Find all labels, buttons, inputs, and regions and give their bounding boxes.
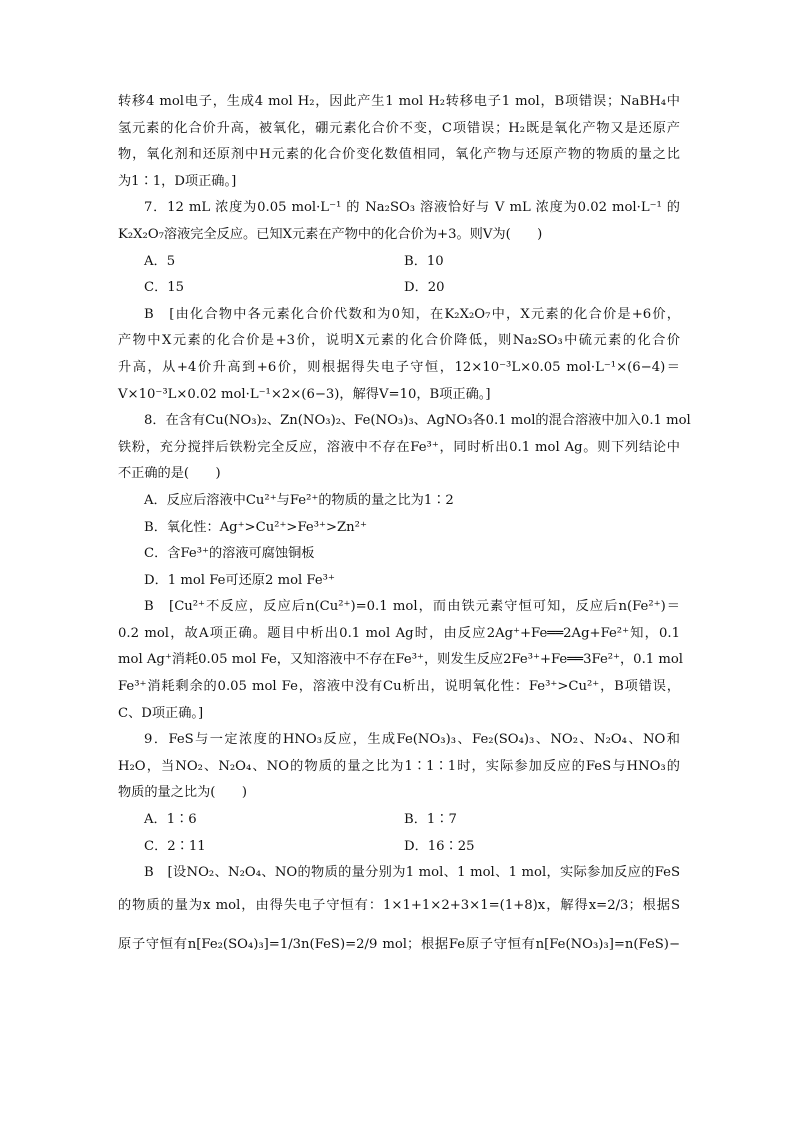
question-8-answer: 0.2 mol，故A项正确。题目中析出0.1 mol Ag时，由反应2Ag⁺+Fe══2Ag+Fe²⁺知，0.1 bbox=[118, 625, 680, 641]
question-7-stem: K₂X₂O₇溶液完全反应。已知X元素在产物中的化合价为+3。则V为( ) bbox=[118, 226, 543, 242]
question-8-stem: 不正确的是( ) bbox=[118, 466, 221, 482]
option-c: C．含Fe³⁺的溶液可腐蚀铜板 bbox=[144, 546, 315, 562]
option-a: A．反应后溶液中Cu²⁺与Fe²⁺的物质的量之比为1∶2 bbox=[144, 492, 454, 508]
question-9-answer: 原子守恒有n[Fe₂(SO₄)₃]=1/3n(FeS)=2/9 mol；根据Fe原子守恒有n[Fe(NO₃)₃]=n(FeS)− bbox=[118, 937, 680, 953]
question-7-options-row bbox=[118, 253, 680, 270]
question-8-answer: mol Ag⁺消耗0.05 mol Fe，又知溶液中不存在Fe³⁺，则发生反应2Fe³⁺+Fe══3Fe²⁺，0.1 mol bbox=[118, 652, 684, 668]
question-8-stem: 8．在含有Cu(NO₃)₂、Zn(NO₃)₂、Fe(NO₃)₃、AgNO₃各0.1 mol的混合溶液中加入0.1 mol bbox=[144, 413, 691, 429]
option-b: B．氧化性：Ag⁺>Cu²⁺>Fe³⁺>Zn²⁺ bbox=[144, 519, 367, 535]
text-line: 为1∶1，D项正确。] bbox=[118, 173, 237, 189]
question-7-answer: 升高，从+4价升高到+6价，则根据得失电子守恒，12×10⁻³L×0.05 mol·L⁻¹×(6−4)＝ bbox=[118, 359, 680, 375]
option-a: A．1∶6 bbox=[144, 812, 197, 828]
question-7-answer: V×10⁻³L×0.02 mol·L⁻¹×2×(6−3)，解得V=10，B项正确。] bbox=[118, 386, 491, 402]
question-9-stem: 物质的量之比为( ) bbox=[118, 785, 247, 801]
text-line: 氢元素的化合价升高，被氧化，硼元素化合价不变，C项错误；H₂既是氧化产物又是还原产 bbox=[118, 120, 680, 136]
question-7-stem: 7．12 mL 浓度为0.05 mol·L⁻¹ 的 Na₂SO₃ 溶液恰好与 V mL 浓度为0.02 mol·L⁻¹ 的 bbox=[144, 200, 680, 216]
option-d: D．20 bbox=[404, 280, 445, 296]
question-9-answer: B [设NO₂、N₂O₄、NO的物质的量分别为1 mol、1 mol、1 mol，实际参加反应的FeS bbox=[144, 865, 680, 881]
option-b: B．1∶7 bbox=[404, 812, 457, 828]
question-8-answer: C、D项正确。] bbox=[118, 705, 204, 721]
option-c: C．2∶11 bbox=[144, 838, 206, 854]
question-9-options-row bbox=[118, 838, 680, 855]
question-9-stem: H₂O，当NO₂、N₂O₄、NO的物质的量之比为1∶1∶1时，实际参加反应的FeS与HNO₃的 bbox=[118, 758, 680, 774]
question-7-answer: 产物中X元素的化合价是+3价，说明X元素的化合价降低，则Na₂SO₃中硫元素的化合价 bbox=[118, 333, 680, 349]
question-9-options-row bbox=[118, 811, 680, 828]
option-c: C．15 bbox=[144, 280, 185, 296]
question-8-stem: 铁粉，充分搅拌后铁粉完全反应，溶液中不存在Fe³⁺，同时析出0.1 mol Ag。则下列结论中 bbox=[118, 439, 680, 455]
option-d: D．16∶25 bbox=[404, 838, 475, 854]
question-9-answer: 的物质的量为x mol，由得失电子守恒有：1×1+1×2+3×1=(1+8)x，解得x=2/3；根据S bbox=[118, 897, 680, 913]
option-a: A．5 bbox=[144, 253, 176, 269]
question-8-answer: B [Cu²⁺不反应，反应后n(Cu²⁺)=0.1 mol，而由铁元素守恒可知，反应后n(Fe²⁺)＝ bbox=[144, 599, 680, 615]
document-page bbox=[118, 93, 691, 970]
option-b: B．10 bbox=[404, 253, 444, 269]
question-9-stem: 9．FeS与一定浓度的HNO₃反应，生成Fe(NO₃)₃、Fe₂(SO₄)₃、NO₂、N₂O₄、NO和 bbox=[144, 732, 680, 748]
question-7-answer: B [由化合物中各元素化合价代数和为0知，在K₂X₂O₇中，X元素的化合价是+6价， bbox=[144, 306, 680, 322]
question-8-answer: Fe³⁺消耗剩余的0.05 mol Fe，溶液中没有Cu析出，说明氧化性：Fe³⁺>Cu²⁺，B项错误， bbox=[118, 679, 680, 695]
option-d: D．1 mol Fe可还原2 mol Fe³⁺ bbox=[144, 572, 335, 588]
text-line: 转移4 mol电子，生成4 mol H₂，因此产生1 mol H₂转移电子1 mol，B项错误；NaBH₄中 bbox=[118, 94, 680, 109]
text-line: 物，氧化剂和还原剂中H元素的化合价变化数值相同，氧化产物与还原产物的物质的量之比 bbox=[118, 147, 680, 163]
question-7-options-row bbox=[118, 279, 680, 296]
